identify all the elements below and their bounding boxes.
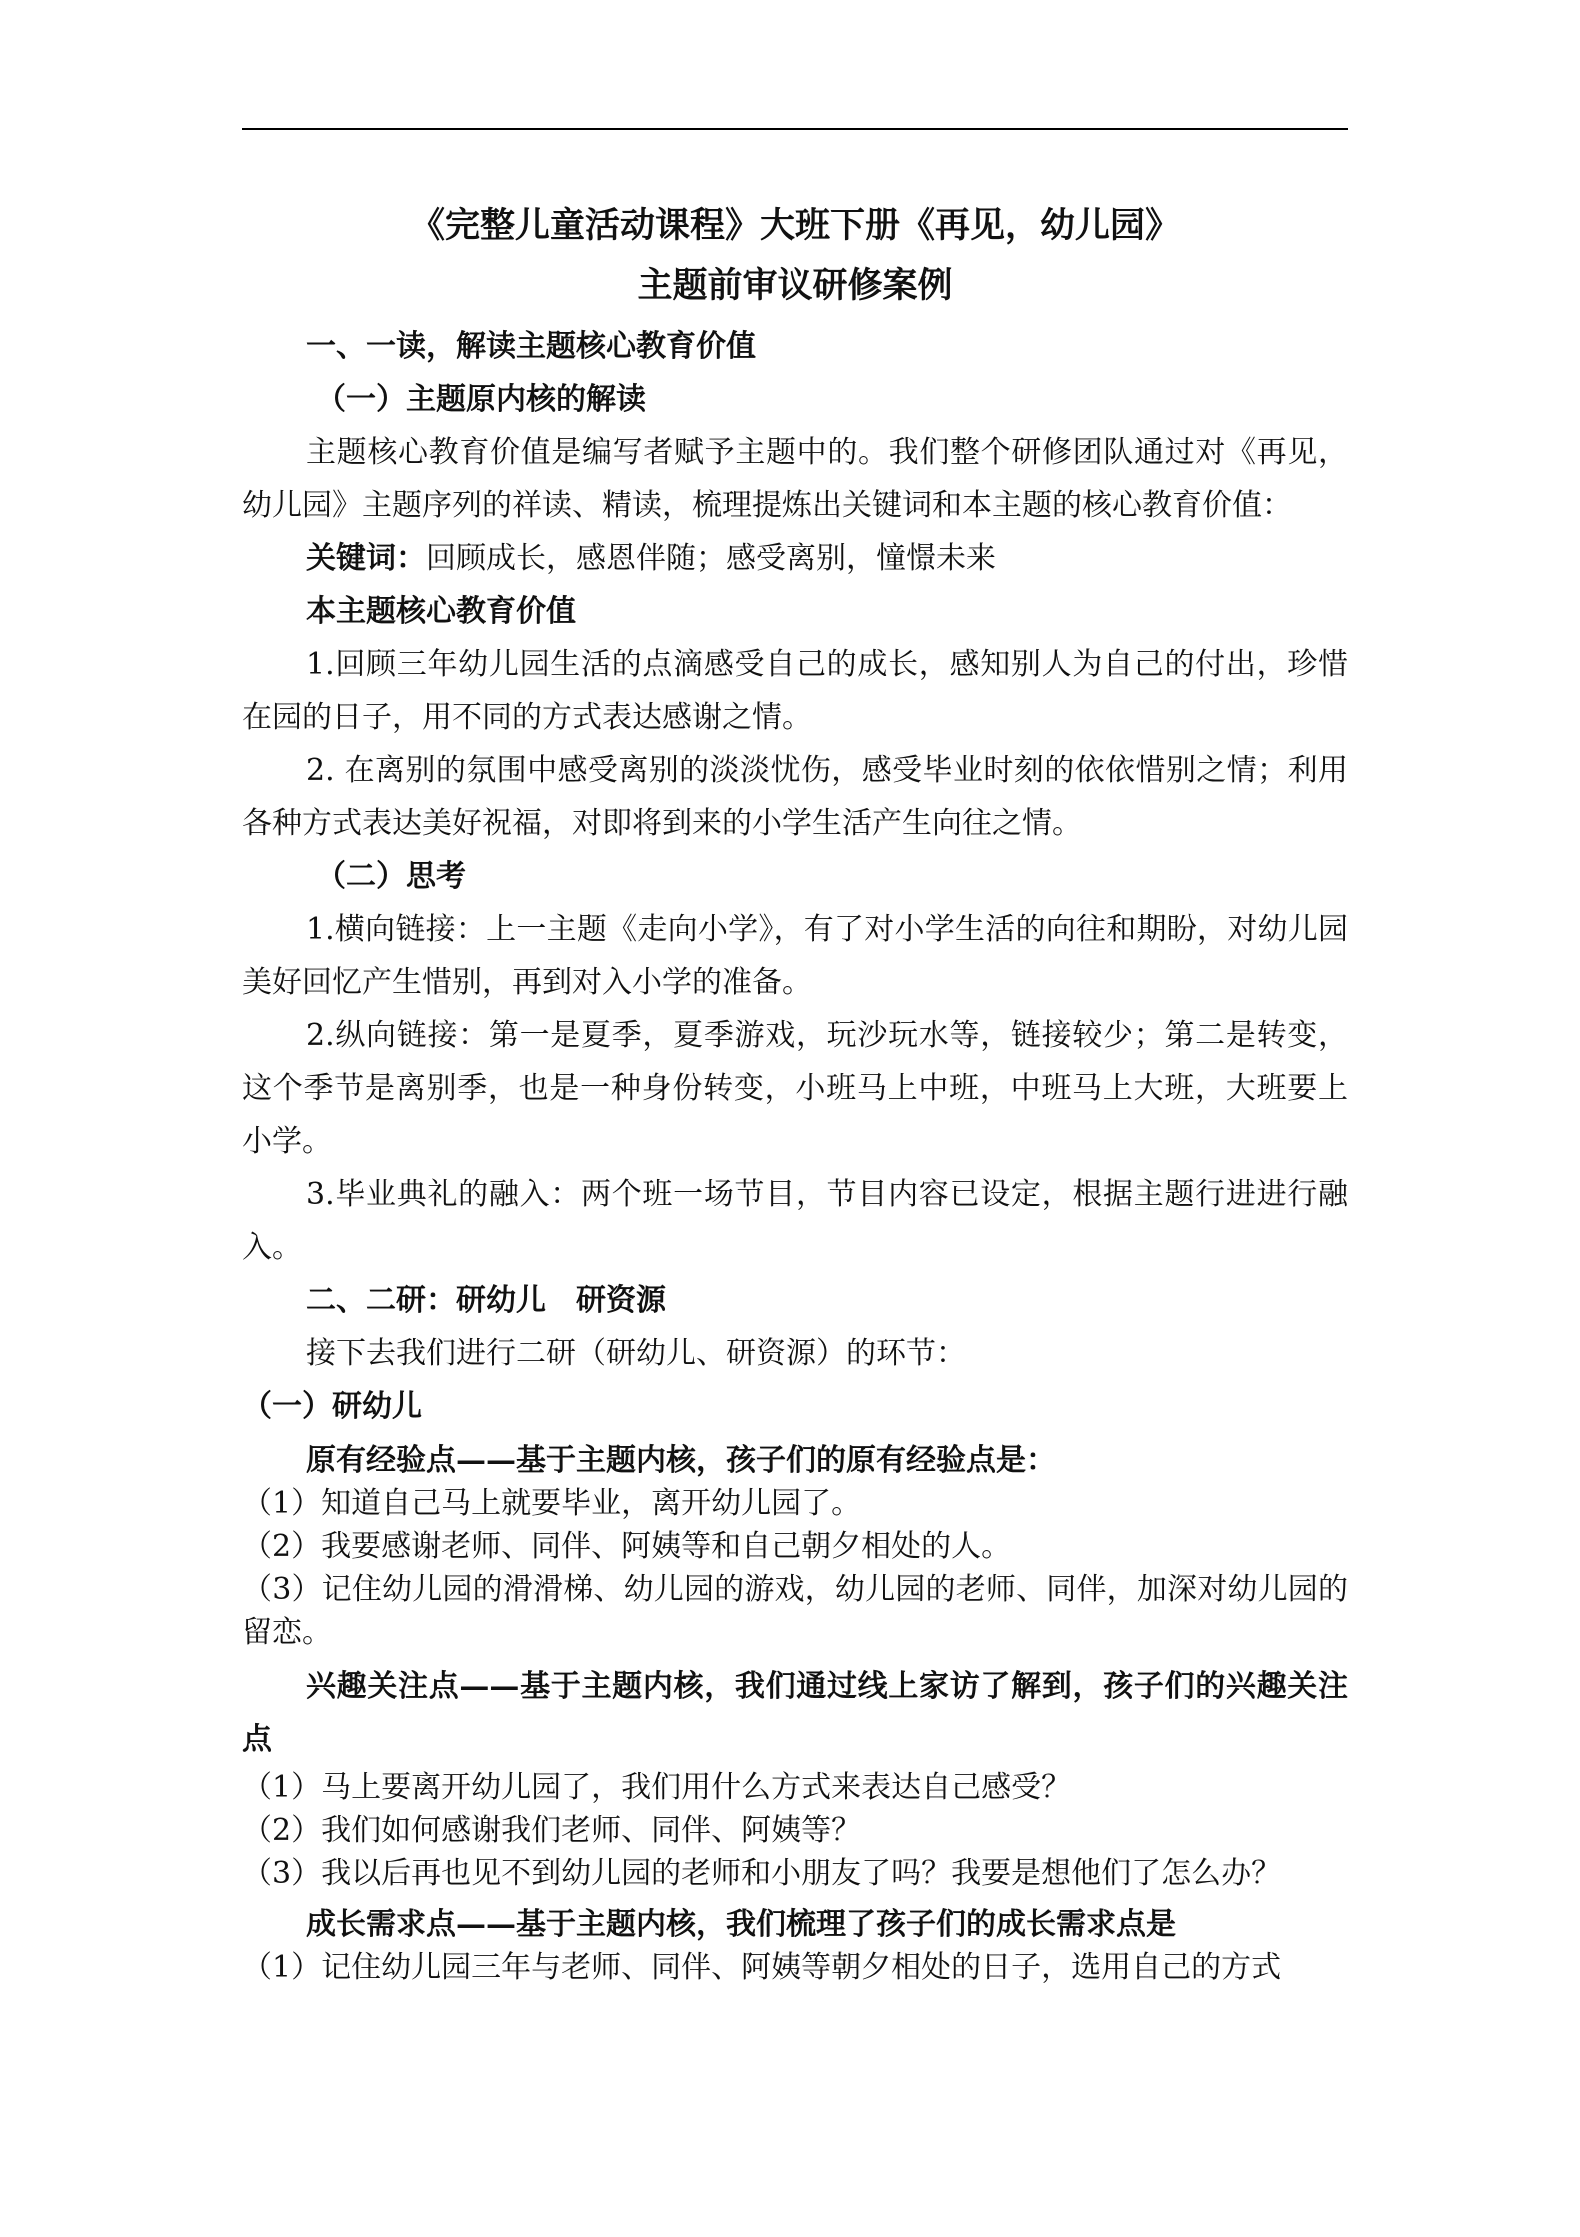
core-value-2: 2. 在离别的氛围中感受离别的淡淡忧伤，感受毕业时刻的依依惜别之情；利用各种方式表达美好祝福，对即将到来的小学生活产生向往之情。 xyxy=(242,753,1348,841)
think-2: 2.纵向链接：第一是夏季，夏季游戏，玩沙玩水等，链接较少；第二是转变，这个季节是离别季，也是一种身份转变，小班马上中班，中班马上大班，大班要上小学。 xyxy=(242,1018,1348,1159)
section2-subheading-1: （一）研幼儿 xyxy=(242,1389,422,1424)
growth-heading: 成长需求点——基于主题内核，我们梳理了孩子们的成长需求点是 xyxy=(306,1907,1176,1942)
intro-paragraph: 主题核心教育价值是编写者赋予主题中的。我们整个研修团队通过对《再见，幼儿园》主题序列的祥读、精读，梳理提炼出关键词和本主题的核心教育价值： xyxy=(242,435,1348,523)
section2-intro: 接下去我们进行二研（研幼儿、研资源）的环节： xyxy=(306,1336,966,1371)
list-item: （3）我以后再也见不到幼儿园的老师和小朋友了吗？我要是想他们了怎么办？ xyxy=(242,1856,1282,1891)
keywords-text: 回顾成长，感恩伴随；感受离别，憧憬未来 xyxy=(426,541,996,576)
document-title-line1: 《完整儿童活动课程》大班下册《再见，幼儿园》 xyxy=(409,205,1180,246)
document-page xyxy=(242,196,1348,1989)
think-1: 1.横向链接：上一主题《走向小学》，有了对小学生活的向往和期盼，对幼儿园美好回忆产生惜别，再到对入小学的准备。 xyxy=(242,912,1348,1000)
list-item: （1）马上要离开幼儿园了，我们用什么方式来表达自己感受？ xyxy=(242,1770,1072,1805)
section1-subheading-1: （一）主题原内核的解读 xyxy=(316,382,646,417)
list-item: （3）记住幼儿园的滑滑梯、幼儿园的游戏，幼儿园的老师、同伴，加深对幼儿园的留恋。 xyxy=(242,1572,1348,1650)
experience-heading: 原有经验点——基于主题内核，孩子们的原有经验点是： xyxy=(306,1443,1056,1478)
section1-subheading-2: （二）思考 xyxy=(316,859,466,894)
core-value-heading: 本主题核心教育价值 xyxy=(306,594,576,629)
list-item: （2）我们如何感谢我们老师、同伴、阿姨等？ xyxy=(242,1813,862,1848)
list-item: （1）知道自己马上就要毕业，离开幼儿园了。 xyxy=(242,1486,862,1521)
think-3: 3.毕业典礼的融入：两个班一场节目，节目内容已设定，根据主题行进进行融入。 xyxy=(242,1177,1348,1265)
section1-heading: 一、一读，解读主题核心教育价值 xyxy=(306,329,756,364)
core-value-1: 1.回顾三年幼儿园生活的点滴感受自己的成长，感知别人为自己的付出，珍惜在园的日子，用不同的方式表达感谢之情。 xyxy=(242,647,1348,735)
section2-heading: 二、二研：研幼儿 研资源 xyxy=(306,1283,666,1318)
keywords-line xyxy=(242,532,1348,585)
list-item: （2）我要感谢老师、同伴、阿姨等和自己朝夕相处的人。 xyxy=(242,1529,1012,1564)
list-item: （1）记住幼儿园三年与老师、同伴、阿姨等朝夕相处的日子，选用自己的方式 xyxy=(242,1950,1282,1985)
header-rule xyxy=(242,128,1348,130)
interest-heading: 兴趣关注点——基于主题内核，我们通过线上家访了解到，孩子们的兴趣关注点 xyxy=(242,1669,1348,1757)
keywords-label: 关键词： xyxy=(306,541,426,576)
document-title-line2: 主题前审议研修案例 xyxy=(637,265,953,306)
